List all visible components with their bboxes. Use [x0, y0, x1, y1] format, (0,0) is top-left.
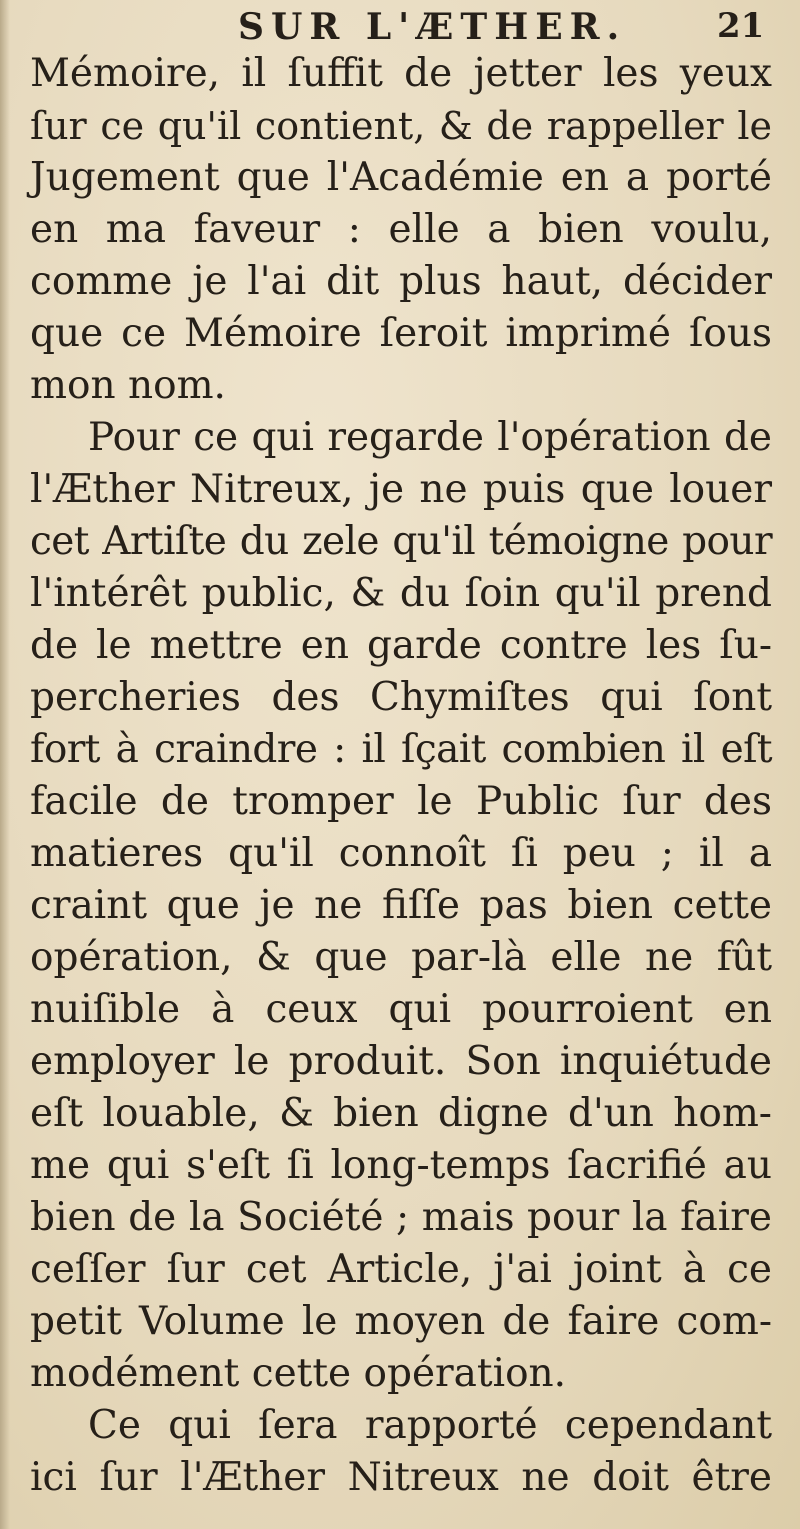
text-line: mon nom. [30, 363, 226, 408]
text-line: fort à craindre : il ſçait combien il eſt [30, 727, 772, 772]
text-line: employer le produit. Son inquiétude [30, 1039, 772, 1084]
text-line: l'Æther Nitreux, je ne puis que louer [30, 467, 772, 512]
text-line: ſur ce qu'il contient, & de rappeller le [30, 104, 772, 148]
paragraph-first-line: Pour ce qui regarde l'opération de [88, 415, 772, 460]
text-line: l'intérêt public, & du ſoin qu'il prend [30, 571, 772, 616]
text-line: de le mettre en garde contre les ſu- [30, 623, 772, 668]
text-line: petit Volume le moyen de faire com- [30, 1299, 772, 1344]
text-line: cet Artiſte du zele qu'il témoigne pour [30, 519, 772, 564]
text-line: ceſſer ſur cet Article, j'ai joint à ce [30, 1247, 772, 1292]
text-line: que ce Mémoire ſeroit imprimé ſous [30, 311, 772, 356]
text-line: Mémoire, il ſuffit de jetter les yeux [30, 51, 772, 96]
text-line: matieres qu'il connoît ſi peu ; il a [30, 831, 772, 876]
text-line: craint que je ne fiſſe pas bien cette [30, 883, 772, 928]
text-line: ici ſur l'Æther Nitreux ne doit être [30, 1455, 772, 1500]
paragraph-first-line: Ce qui ſera rapporté cependant [88, 1403, 772, 1448]
text-line: facile de tromper le Public ſur des [30, 779, 772, 824]
text-line: Jugement que l'Académie en a porté [30, 155, 772, 200]
text-line: eſt louable, & bien digne d'un hom- [30, 1091, 772, 1136]
text-line: percheries des Chymiſtes qui ſont [30, 675, 772, 720]
text-line: comme je l'ai dit plus haut, décider [30, 259, 772, 304]
page-gutter-shadow [0, 0, 10, 1529]
running-title: SUR L'ÆTHER. [238, 6, 627, 48]
text-line: en ma faveur : elle a bien voulu, [30, 207, 772, 252]
text-line: opération, & que par-là elle ne fût [30, 935, 772, 980]
text-line: me qui s'eſt ſi long-temps ſacrifié au [30, 1143, 772, 1188]
page-number: 21 [717, 6, 765, 46]
text-line: bien de la Société ; mais pour la faire [30, 1195, 772, 1240]
text-line: nuiſible à ceux qui pourroient en [30, 987, 772, 1032]
text-line: modément cette opération. [30, 1351, 567, 1396]
page-header [0, 0, 800, 52]
